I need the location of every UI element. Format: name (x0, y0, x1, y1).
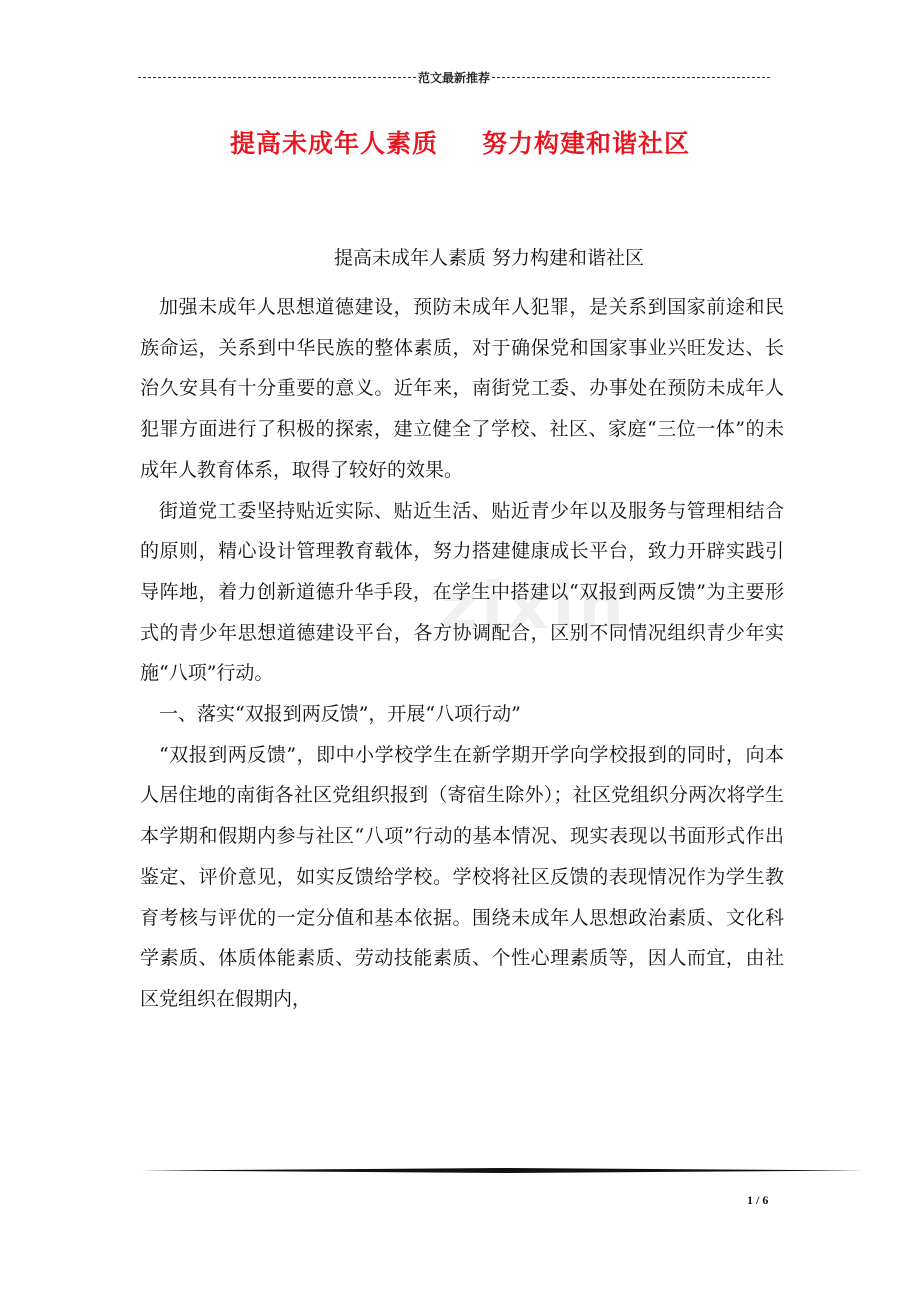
header-dash-left (138, 77, 416, 78)
paragraph: 加强未成年人思想道德建设，预防未成年人犯罪，是关系到国家前途和民族命运，关系到中华民族的整体素质，对于确保党和国家事业兴旺发达、长治久安具有十分重要的意义。近年来，南街党工委、办事处在预防未成年人犯罪方面进行了积极的探索，建立健全了学校、社区、家庭“三位一体”的未成年人教育体系，取得了较好的效果。 (140, 296, 784, 481)
paragraph: “双报到两反馈”，即中小学校学生在新学期开学向学校报到的同时，向本人居住地的南街各社区党组织报到（寄宿生除外）；社区党组织分两次将学生本学期和假期内参与社区“八项”行动的基本情况、现实表现以书面形式作出鉴定、评价意见，如实反馈给学校。学校将社区反馈的表现情况作为学生教育考核与评优的一定分值和基本依据。围绕未成年人思想政治素质、文化科学素质、体质体能素质、劳动技能素质、个性心理素质等，因人而宜，由社区党组织在假期内， (140, 743, 784, 1010)
paragraph: 街道党工委坚持贴近实际、贴近生活、贴近青少年以及服务与管理相结合的原则，精心设计管理教育载体，努力搭建健康成长平台，致力开辟实践引导阵地，着力创新道德升华手段，在学生中搭建以“双报到两反馈”为主要形式的青少年思想道德建设平台，各方协调配合，区别不同情况组织青少年实施“八项”行动。 (140, 499, 784, 685)
title-part-1: 提高未成年人素质 (229, 129, 438, 158)
page-number: 1 / 6 (747, 1193, 769, 1207)
section-heading: 一、落实“双报到两反馈”，开展“八项行动” (159, 703, 521, 726)
header-dash-right (492, 77, 770, 78)
subtitle: 提高未成年人素质 努力构建和谐社区 (334, 247, 645, 269)
header-label: 范文最新推荐 (418, 71, 491, 85)
header-banner (138, 69, 770, 86)
title-part-2: 努力构建和谐社区 (482, 129, 691, 158)
footer-rule (140, 1168, 864, 1173)
document-title (0, 124, 920, 160)
watermark-text: zixin (440, 570, 628, 644)
body-text (140, 287, 784, 1020)
